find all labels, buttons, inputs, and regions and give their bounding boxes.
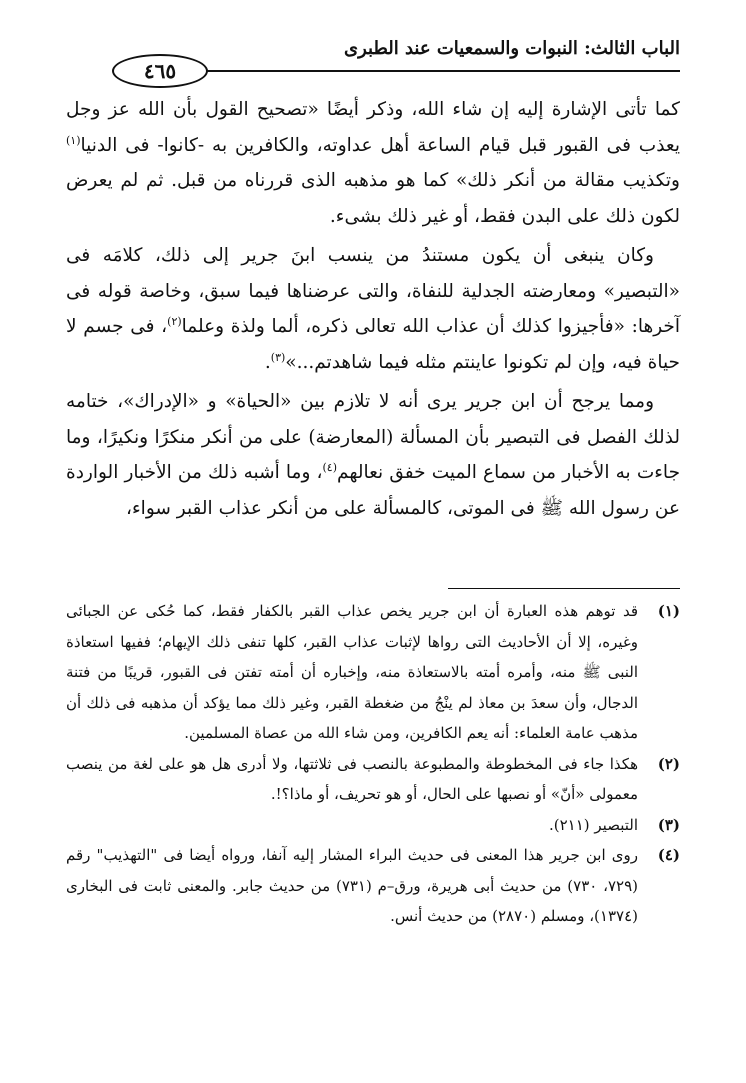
header-rule [160, 70, 680, 72]
running-title: الباب الثالث: النبوات والسمعيات عند الطبرى [344, 38, 680, 59]
footnote-ref-1: (١) [66, 133, 81, 147]
paragraph-3-text-a: ومما يرجح أن ابن جرير يرى أنه لا تلازم بين «الحياة» و «الإدراك»، ختامه لذلك الفصل فى التبصير بأن المسألة (المعارضة) على من أنكر منكرًا ونكيرًا، وما جاءت به الأخبار من سماع الميت خفق نعالهم [66, 391, 681, 483]
paragraph-2-text-b: ، فى جسم لا حياة فيه، وإن لم تكونوا عاينتم مثله فيما شاهدتم...» [66, 316, 680, 373]
footnote-separator [448, 588, 680, 589]
footnote-1 [66, 596, 680, 749]
footnote-3 [66, 810, 680, 841]
paragraph-1-text-a: كما تأتى الإشارة إليه إن شاء الله، وذكر أيضًا «تصحيح القول بأن الله عز وجل يعذب فى القبور قبل قيام الساعة أهل عداوته، والكافرين به -كانوا- فى الدنيا [66, 99, 680, 156]
footnote-number: (١) [657, 602, 680, 620]
footnote-number: (٣) [657, 815, 680, 834]
footnote-4 [66, 840, 680, 932]
paragraph-3 [66, 384, 680, 526]
footnote-ref-3: (٣) [270, 350, 286, 364]
paragraph-3-text-b: ، وما أشبه ذلك من الأخبار الواردة عن رسول الله ﷺ فى الموتى، كالمسألة على من أنكر عذاب القبر سواء، [66, 462, 680, 519]
paragraph-1-text-b: وتكذيب مقالة من أنكر ذلك» كما هو مذهبه الذى قررناه من قبل. ثم لم يعرض لكون ذلك على البدن فقط، أو غير ذلك بشىء. [66, 170, 680, 227]
paragraph-2-text-c: . [264, 351, 271, 373]
paragraph-1 [66, 92, 680, 234]
main-text [66, 92, 680, 530]
page-number-frame [112, 54, 208, 88]
paragraph-2 [66, 238, 680, 380]
paragraph-2-text-a: وكان ينبغى أن يكون مستندُ من ينسب ابنَ جرير إلى ذلك، كلامَه فى «التبصير» ومعارضته الجدلية للنفاة، والتى عرضناها فيما سبق، وخاصة قوله فى آخرها: «فأجيزوا كذلك أن عذاب الله تعالى ذكره، ألما ولذة وعلما [66, 245, 680, 337]
footnote-text: التبصير (٢١١). [548, 815, 638, 834]
footnotes [66, 596, 680, 932]
footnote-text: روى ابن جرير هذا المعنى فى حديث البراء المشار إليه آنفا، ورواه أيضا فى "التهذيب" رقم (٧٢٩، ٧٣٠) من حديث أبى هريرة، ورق–م (٧٣١) من حديث جابر. والمعنى ثابت فى البخارى (١٣٧٤)، ومسلم (٢٨٧٠) من حديث أنس. [66, 846, 638, 925]
footnote-ref-2: (٢) [167, 314, 182, 328]
footnote-number: (٢) [657, 754, 680, 773]
footnote-ref-4: (٤) [322, 460, 338, 474]
footnote-text: هكذا جاء فى المخطوطة والمطبوعة بالنصب فى ثلاثتها، ولا أدرى هل هو على لغة من ينصب معمولى «أنّ» أو نصبها على الحال، أو هو تحريف، أو ماذا؟!. [66, 754, 638, 803]
footnote-number: (٤) [657, 846, 680, 864]
footnote-text: قد توهم هذه العبارة أن ابن جرير يخص عذاب القبر بالكفار فقط، كما حُكى عن الجبائى وغيره، إلا أن الأحاديث التى رواها لإثبات عذاب القبر، كلها تنفى ذلك الإيهام؛ ففيها استعاذة النبى ﷺ منه، وأمره أمته بالاستعاذة منه، وإخباره أن أمته تفتن فى القبور، قريبًا من فتنة الدجال، وأن سعدَ بن معاذ لم ينْجُ من ضغطة القبر، وغير ذلك مما يؤكد أن مذهبه فى ذلك أن مذهب عامة العلماء: أنه يعم الكافرين، ومن شاء الله من عصاة المسلمين. [66, 602, 638, 742]
page-number: ٤٦٥ [143, 59, 177, 83]
footnote-2 [66, 749, 680, 810]
